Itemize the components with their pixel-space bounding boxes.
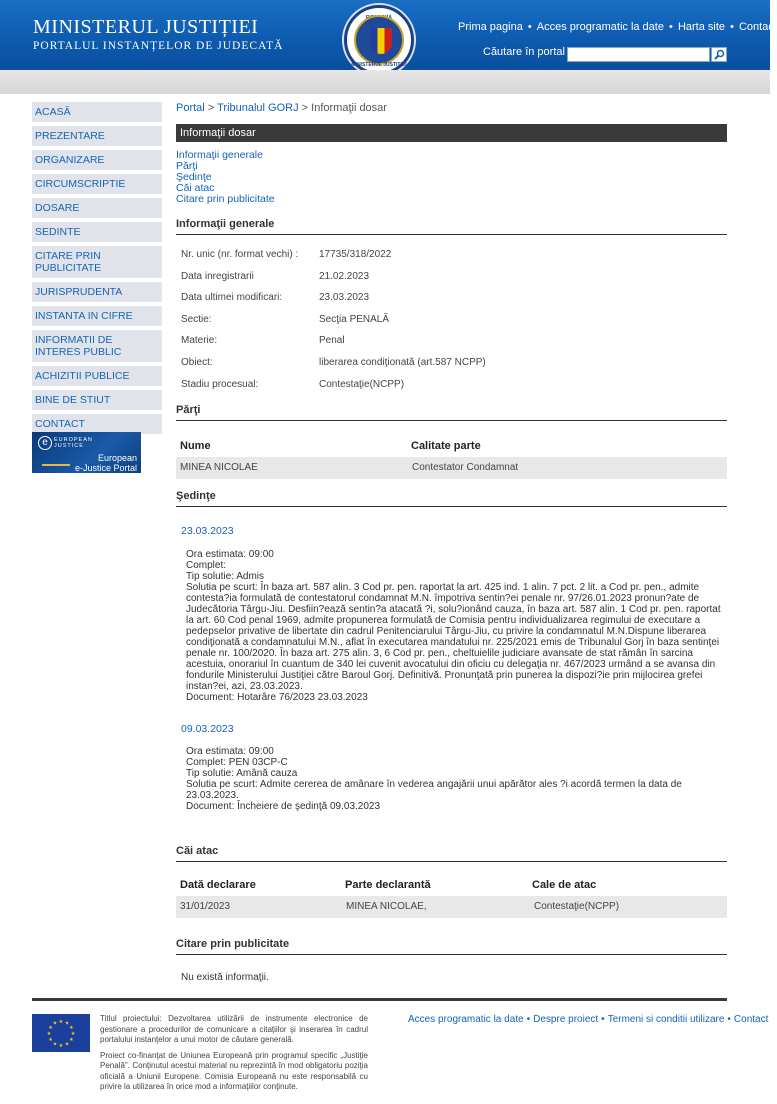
session-item: 23.03.2023 Ora estimata: 09:00 Complet: Tip solutie: Admis Solutia pe scurt: În baza art. 587 alin. 3 Cod pr. pen. raportat la art. 425 ind. 1 alin. 7 pct. 2 lit. a Cod pr. pen., admite contesta?ia formulată de contestatorul condamnat M.N. împotriva sentin?ei penale nr. 97/26.01.2023 pronun?ate de Judecătoria Târgu-Jiu. Desfiin?ează sentin?a atacată ?i, solu?ionând cauza, în baza art. 587 alin. 1 Cod pr. pen. raportat la art. 60 Cod penal 1969, admite propunerea formulată de Comisia pentru individualizarea regimului de executare a pedepselor privative de libertate din cadrul Penitenciarului Târgu-Jiu, cu privire la condamnatul M.N.Dispune liberarea condiţionată a condamnatului M.N., aflat în executarea mandatului nr. 225/2021 emis de Tribunalul Gorj în baza sentinţei penale nr. 100/2020. În baza art. 275 alin. 3, 6 Cod pr. pen., cheltuielile judiciare avansate de stat rămân în sarcina acestuia, onorariul în cuantum de 340 lei cuvenit avocatului din oficiu cu delegaţia nr. 467/2023 urmând a se avansa din fondurile Ministerului Justiţiei către Baroul Gorj. Definitivă. Pronunţată prin punerea la dispozi?ie prin mijlocirea grefei instan?ei, azi, 23.03.2023. Document: Hotarâre 76/2023 23.03.2023 bbox=[181, 525, 727, 703]
svg-text:★: ★ bbox=[52, 1041, 58, 1048]
sidebar-item-prezentare[interactable]: PREZENTARE bbox=[32, 126, 162, 146]
table-header: Dată declarare Parte declarantă Cale de atac bbox=[180, 879, 597, 892]
page-title: Informaţii dosar bbox=[176, 124, 727, 142]
search-icon bbox=[714, 49, 725, 60]
ejustice-small-1: EUROPEAN bbox=[54, 437, 93, 443]
svg-text:★: ★ bbox=[69, 1025, 74, 1031]
svg-text:★: ★ bbox=[58, 1019, 64, 1025]
scales-of-justice-icon bbox=[42, 452, 70, 466]
ejustice-label-2: e-Justice Portal bbox=[74, 463, 137, 473]
search-button[interactable] bbox=[711, 47, 727, 62]
svg-text:★: ★ bbox=[64, 1041, 70, 1048]
sidebar bbox=[32, 102, 162, 438]
ejustice-small-2: JUSTICE bbox=[54, 443, 84, 449]
info-row: Data ultimei modificari: 23.03.2023 bbox=[181, 292, 370, 304]
svg-text:★: ★ bbox=[70, 1031, 76, 1037]
footer-link-api[interactable]: Acces programatic la date bbox=[408, 1014, 524, 1025]
sidebar-item-contact[interactable]: CONTACT bbox=[32, 414, 162, 434]
sidebar-item-achizitii[interactable]: ACHIZITII PUBLICE bbox=[32, 366, 162, 386]
breadcrumb: Portal > Tribunalul GORJ > Informaţii dosar bbox=[176, 102, 387, 114]
footer-link-about[interactable]: Despre proiect bbox=[533, 1014, 599, 1025]
svg-text:★: ★ bbox=[46, 1031, 52, 1037]
citare-text: Nu există informaţii. bbox=[181, 972, 269, 984]
info-row: Materie: Penal bbox=[181, 335, 345, 347]
eu-flag-icon bbox=[32, 1014, 90, 1052]
svg-text:★: ★ bbox=[48, 1025, 53, 1031]
main-content bbox=[176, 102, 727, 983]
anchor-sedinte[interactable]: Şedinţe bbox=[176, 171, 212, 183]
info-row: Obiect: liberarea condiţionată (art.587 NCPP) bbox=[181, 356, 486, 368]
anchor-cai-atac[interactable]: Căi atac bbox=[176, 182, 215, 194]
anchor-general[interactable]: Informaţii generale bbox=[176, 149, 263, 161]
search-label: Căutare în portal bbox=[483, 46, 565, 58]
top-nav: Prima pagina • Acces programatic la date • Harta site • Contact bbox=[458, 21, 777, 33]
sidebar-item-sedinte[interactable]: SEDINTE bbox=[32, 222, 162, 242]
sidebar-item-acasa[interactable]: ACASĂ bbox=[32, 102, 162, 122]
cai-atac-table bbox=[176, 874, 727, 918]
site-subtitle: PORTALUL INSTANȚELOR DE JUDECATĂ bbox=[33, 40, 284, 52]
coat-of-arms-icon bbox=[354, 15, 404, 65]
svg-text:★: ★ bbox=[52, 1020, 58, 1027]
breadcrumb-current: > Informaţii dosar bbox=[301, 102, 387, 114]
svg-text:★: ★ bbox=[69, 1037, 74, 1043]
breadcrumb-portal[interactable]: Portal bbox=[176, 102, 205, 114]
svg-text:★: ★ bbox=[64, 1020, 70, 1027]
top-link-contact[interactable]: Contact bbox=[738, 21, 777, 33]
svg-text:★: ★ bbox=[48, 1037, 53, 1043]
top-link-sitemap[interactable]: Harta site bbox=[677, 21, 726, 33]
section-title-citare: Citare prin publicitate bbox=[176, 938, 727, 955]
anchor-parti[interactable]: Părţi bbox=[176, 160, 198, 172]
section-title-parti: Părţi bbox=[176, 404, 727, 421]
sidebar-item-citare[interactable]: CITARE PRIN PUBLICITATE bbox=[32, 246, 162, 278]
footer-link-contact[interactable]: Contact bbox=[733, 1014, 769, 1025]
session-item: 09.03.2023 Ora estimata: 09:00 Complet: PEN 03CP-C Tip solutie: Amână cauza Solutia pe scurt: Admite cererea de amânare în vederea angajării unui apărător ales ?i acordă termen la data de 23.03.2023. Document: Încheiere de şedinţă 09.03.2023 bbox=[181, 723, 727, 812]
info-row: Nr. unic (nr. format vechi) : 17735/318/2022 bbox=[181, 249, 392, 260]
sidebar-item-circumscriptie[interactable]: CIRCUMSCRIPTIE bbox=[32, 174, 162, 194]
table-header: Nume Calitate parte bbox=[180, 440, 481, 453]
general-info-table bbox=[181, 249, 727, 400]
ejustice-logo-icon: e bbox=[38, 436, 52, 450]
sidebar-item-bine-de-stiut[interactable]: BINE DE STIUT bbox=[32, 390, 162, 410]
seal-bottom-text: MINISTERUL JUSTITIEI bbox=[351, 62, 407, 68]
section-title-cai-atac: Căi atac bbox=[176, 845, 727, 862]
section-title-sedinte: Şedinţe bbox=[176, 490, 727, 507]
parti-table bbox=[176, 435, 727, 479]
sidebar-item-organizare[interactable]: ORGANIZARE bbox=[32, 150, 162, 170]
section-anchors bbox=[176, 150, 727, 205]
anchor-citare[interactable]: Citare prin publicitate bbox=[176, 193, 275, 205]
svg-text:★: ★ bbox=[58, 1043, 64, 1049]
breadcrumb-court[interactable]: Tribunalul GORJ bbox=[217, 102, 299, 114]
site-title: MINISTERUL JUSTIȚIEI bbox=[33, 16, 259, 38]
search-input[interactable] bbox=[567, 47, 710, 62]
ejustice-portal-banner[interactable] bbox=[32, 432, 141, 473]
top-link-api[interactable]: Acces programatic la date bbox=[536, 21, 664, 33]
sidebar-item-jurisprudenta[interactable]: JURISPRUDENTA bbox=[32, 282, 162, 302]
header-subbar bbox=[0, 70, 770, 94]
footer-links: Acces programatic la date • Despre proiect • Termeni si conditii utilizare • Contact bbox=[408, 1014, 769, 1025]
sidebar-item-dosare[interactable]: DOSARE bbox=[32, 198, 162, 218]
ejustice-label-1: European bbox=[97, 453, 137, 463]
top-link-home[interactable]: Prima pagina bbox=[458, 21, 523, 33]
footer-link-terms[interactable]: Termeni si conditii utilizare bbox=[607, 1014, 725, 1025]
info-row: Data inregistrarii 21.02.2023 bbox=[181, 270, 370, 282]
footer-project-text: Titlul proiectului: Dezvoltarea utilizării de instrumente electronice de gestionare a procedurilor de comunicare a citaţiilor şi inserarea în cadrul portalului instanţelor a unui motor de căutare generală. Proiect co-finanţat de Uniunea Europeană prin programul specific „Justiţie Penală". Conţinutul acestui material nu reprezintă în mod obligatoriu poziţia oficială a Uniunii Europene. Comisia Europeană nu este responsabilă cu privire la utilizarea în orice mod a informaţiilor conţinute. bbox=[100, 1014, 368, 1091]
info-row: Sectie: Secţia PENALĂ bbox=[181, 313, 390, 325]
info-row: Stadiu procesual: Contestaţie(NCPP) bbox=[181, 378, 405, 390]
section-title-general: Informaţii generale bbox=[176, 218, 727, 235]
session-date: 23.03.2023 bbox=[181, 525, 234, 538]
sidebar-item-instanta-cifre[interactable]: INSTANTA IN CIFRE bbox=[32, 306, 162, 326]
ministry-seal-logo[interactable] bbox=[344, 5, 414, 75]
session-date: 09.03.2023 bbox=[181, 723, 234, 736]
footer-divider bbox=[32, 998, 727, 1001]
sidebar-item-interes-public[interactable]: INFORMATII DE INTERES PUBLIC bbox=[32, 330, 162, 362]
table-row: MINEA NICOLAE Contestator Condamnat bbox=[176, 457, 727, 479]
table-row: 31/01/2023 MINEA NICOLAE, Contestaţie(NCPP) bbox=[176, 896, 727, 918]
